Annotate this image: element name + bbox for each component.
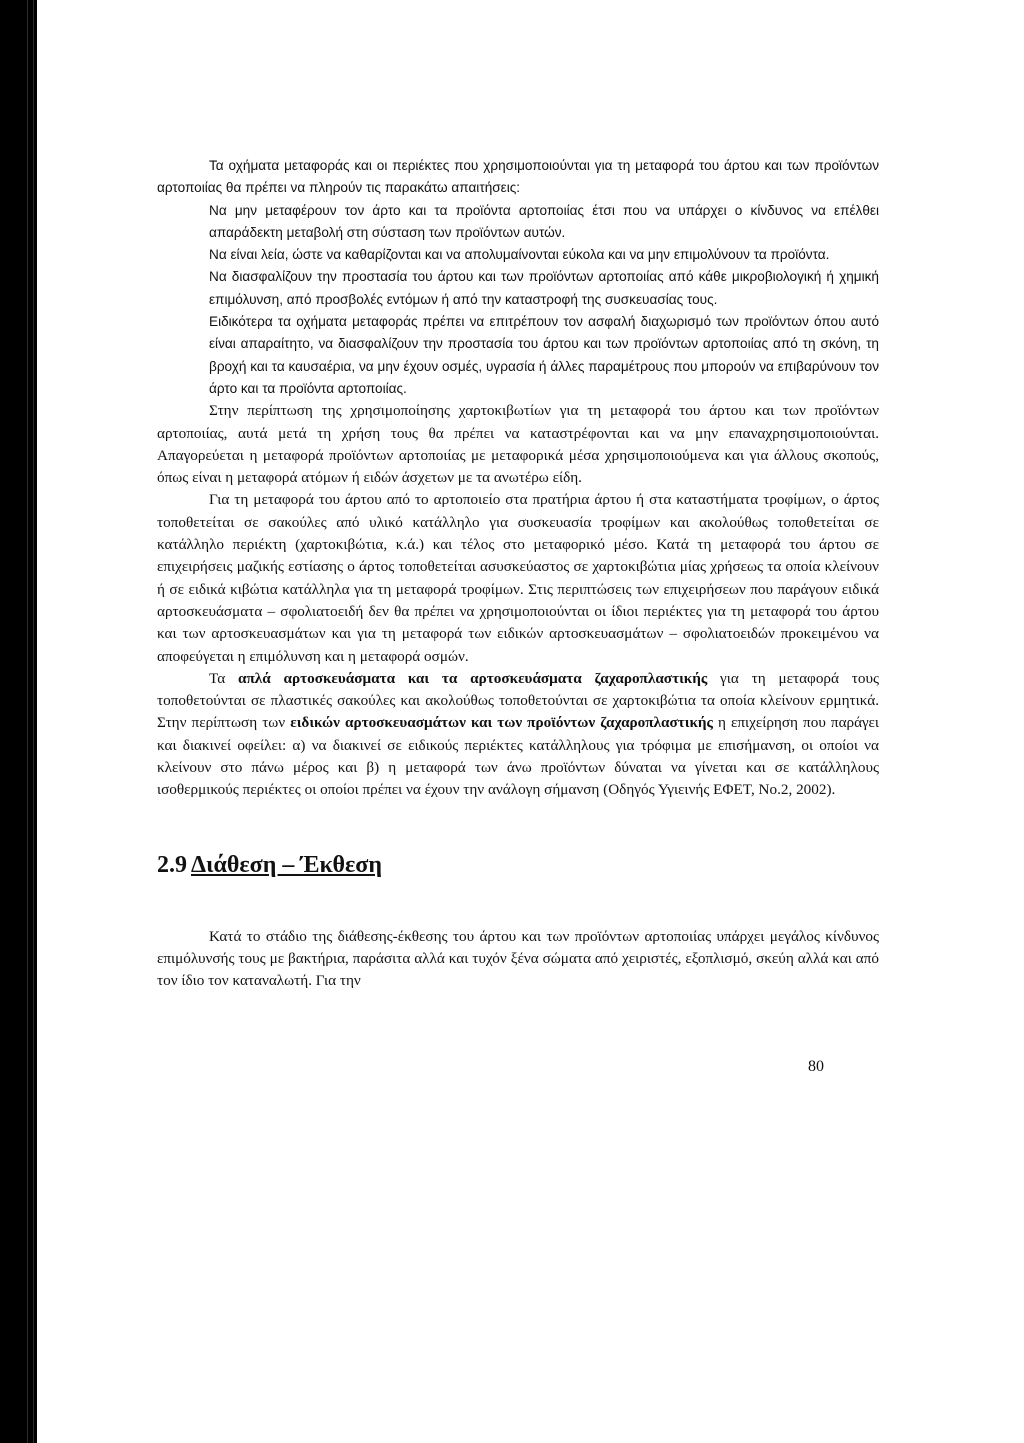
section-heading — [157, 850, 879, 880]
requirements-list — [157, 200, 879, 401]
pastry-paragraph — [157, 668, 879, 802]
pastry-text: για τη μεταφορά τους τοποθετούνται σε πλαστικές σακούλες και ακολούθως τοποθετούνται σε χαρτοκιβώτια τα οποία κλείνουν ερμητικά. Στην περίπτωση των — [157, 669, 879, 732]
pastry-text: Τα — [209, 669, 238, 687]
shops-paragraph: Για τη μεταφορά του άρτου από το αρτοποιείο στα πρατήρια άρτου ή στα καταστήματα τροφίμων, ο άρτος τοποθετείται σε σακούλες από υλικό κατάλληλο για συσκευασία τροφίμων και ακολούθως τοποθετείται σε κατάλληλο περιέκτη (χαρτοκιβώτια, κ.ά.) και τέλος στο μεταφορικό μέσο. Κατά τη μεταφορά του άρτου σε επιχειρήσεις μαζικής εστίασης ο άρτος τοποθετείται ασυσκεύαστος σε χαρτοκιβώτια μίας χρήσεως τα οποία κλείνουν ή σε ειδικά κιβώτια κατάλληλα για τη μεταφορά τροφίμων. Στις περιπτώσεις των επιχειρήσεων που παράγουν ειδικά αρτοσκευάσματα – σφολιατοειδή δεν θα πρέπει να χρησιμοποιούνται οι ίδιοι περιέκτες για τη μεταφορά του άρτου και των αρτοσκευασμάτων και για τη μεταφορά των ειδικών αρτοσκευασμάτων – σφολιατοειδών προκειμένου να αποφεύγεται η επιμόλυνση και η μεταφορά οσμών. — [157, 491, 879, 665]
scan-edge-line — [33, 0, 34, 1443]
pastry-text: η επιχείρηση που παράγει και διακινεί οφείλει: α) να διακινεί σε ειδικούς περιέκτες κατάλληλους για τρόφιμα με επισήμανση, οι οποίοι να κλείνουν στο πάνω μέρος και β) η μεταφορά των άνω προϊόντων δύναται να γίνεται και σε κατάλληλους ισοθερμικούς περιέκτες οι οποίοι πρέπει να έχουν την ανάλογη σήμανση (Οδηγός Υγιεινής ΕΦΕΤ, Νο.2, 2002). — [157, 714, 879, 799]
requirement-item: Ειδικότερα τα οχήματα μεταφοράς πρέπει να επιτρέπουν τον ασφαλή διαχωρισμό των προϊόντων όπου αυτό είναι απαραίτητο, να διασφαλίζουν την προστασία του άρτου και των προϊόντων αρτοποιίας από τη σκόνη, τη βροχή και τα καυσαέρια, να μην έχουν οσμές, υγρασία ή άλλες παραμέτρους που μπορούν να επιβαρύνουν τον άρτο και τα προϊόντα αρτοποιίας. — [209, 314, 879, 396]
section-title: Διάθεση – Έκθεση — [191, 851, 382, 878]
scan-edge-line — [27, 0, 28, 1443]
page-number: 80 — [808, 1058, 824, 1075]
requirement-item: Να μην μεταφέρουν τον άρτο και τα προϊόντα αρτοποιίας έτσι που να υπάρχει ο κίνδυνος να επέλθει απαράδεκτη μεταβολή στη σύσταση των προϊόντων αυτών. — [209, 202, 879, 240]
document-page — [37, 0, 1024, 1443]
pastry-bold-text: ειδικών αρτοσκευασμάτων και των προϊόντων ζαχαροπλαστικής — [290, 714, 713, 732]
cartons-paragraph: Στην περίπτωση της χρησιμοποίησης χαρτοκιβωτίων για τη μεταφορά του άρτου και των προϊόντων αρτοποιίας, αυτά μετά τη χρήση τους θα πρέπει να καταστρέφονται και να μην επαναχρησιμοποιούνται. Απαγορεύεται η μεταφορά προϊόντων αρτοποιίας με μεταφορικά μέσα χρησιμοποιούμενα και για άλλους σκοπούς, όπως είναι η μεταφορά ατόμων ή ειδών άσχετων με τα ανωτέρω είδη. — [157, 402, 879, 487]
section-number: 2.9 — [157, 851, 187, 878]
requirement-item: Να είναι λεία, ώστε να καθαρίζονται και να απολυμαίνονται εύκολα και να μην επιμολύνουν τα προϊόντα. — [209, 247, 830, 263]
section-paragraph: Κατά το στάδιο της διάθεσης-έκθεσης του άρτου και των προϊόντων αρτοποιίας υπάρχει μεγάλος κίνδυνος επιμόλυνσής τους με βακτήρια, παράσιτα αλλά και τυχόν ξένα σώματα από χειριστές, εξοπλισμό, σκεύη αλλά και από τον ίδιο τον καταναλωτή. Για την — [157, 927, 879, 990]
requirement-item: Να διασφαλίζουν την προστασία του άρτου και των προϊόντων αρτοποιίας από κάθε μικροβιολογική ή χημική επιμόλυνση, από προσβολές εντόμων ή από την καταστροφή της συσκευασίας τους. — [209, 269, 879, 307]
page-content — [157, 155, 879, 993]
transport-intro-paragraph: Τα οχήματα μεταφοράς και οι περιέκτες που χρησιμοποιούνται για τη μεταφορά του άρτου και των προϊόντων αρτοποιίας θα πρέπει να πληρούν τις παρακάτω απαιτήσεις: — [157, 158, 879, 196]
pastry-bold-text: απλά αρτοσκευάσματα και τα αρτοσκευάσματα ζαχαροπλαστικής — [238, 669, 708, 687]
